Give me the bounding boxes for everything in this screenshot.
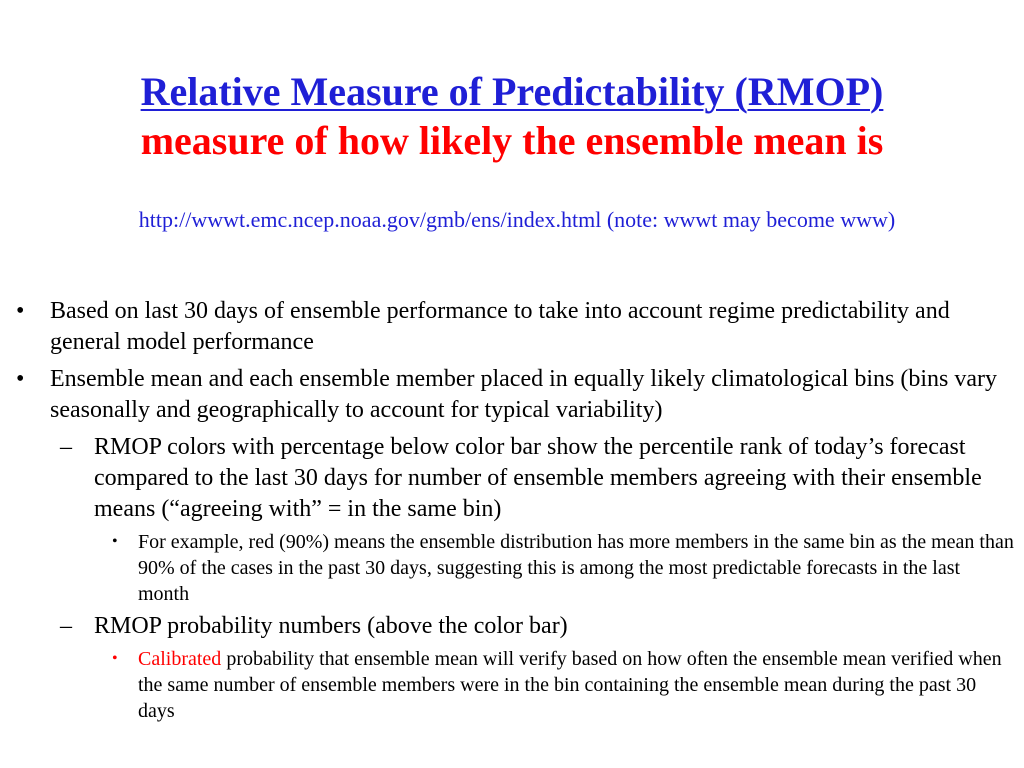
sub-bullet-text: RMOP probability numbers (above the color bar) bbox=[94, 613, 568, 639]
reference-url: http://wwwt.emc.ncep.noaa.gov/gmb/ens/index.html (note: wwwt may become www) bbox=[138, 207, 896, 232]
sub-bullet-item-1 bbox=[14, 432, 1014, 525]
calibrated-highlight: Calibrated bbox=[138, 648, 222, 670]
sub-sub-bullet-item-2 bbox=[14, 646, 1014, 724]
bullet-text: Based on last 30 days of ensemble performance to take into account regime predictability and general model performance bbox=[50, 298, 950, 355]
sub-sub-bullet-text: For example, red (90%) means the ensemble distribution has more members in the same bin as the mean than 90% of the cases in the past 30 days, suggesting this is among the most predictable forecasts in the last month bbox=[138, 531, 1014, 605]
bullet-list bbox=[14, 296, 1014, 728]
sub-sub-bullet-item-1 bbox=[14, 529, 1014, 607]
bullet-marker: • bbox=[16, 298, 25, 324]
bullet-text: Ensemble mean and each ensemble member placed in equally likely climatological bins (bins vary seasonally and geographically to account for typical variability) bbox=[50, 366, 998, 423]
bullet-marker: • bbox=[112, 650, 118, 667]
dash-marker: – bbox=[60, 613, 72, 639]
title-block bbox=[0, 68, 1024, 166]
sub-bullet-text: RMOP colors with percentage below color bar show the percentile rank of today’s forecast compared to the last 30 days for number of ensemble members agreeing with their ensemble means (“agreeing with” = in the same bin) bbox=[94, 434, 982, 522]
bullet-item-2 bbox=[14, 364, 1014, 426]
bullet-item-1 bbox=[14, 296, 1014, 358]
slide-title: Relative Measure of Predictability (RMOP) bbox=[140, 69, 884, 114]
slide-subtitle: measure of how likely the ensemble mean is bbox=[140, 118, 884, 163]
dash-marker: – bbox=[60, 434, 72, 460]
sub-sub-bullet-text: probability that ensemble mean will verify based on how often the ensemble mean verified when the same number of ensemble members were in the bin containing the ensemble mean during the past 30 days bbox=[138, 648, 1002, 722]
bullet-marker: • bbox=[16, 366, 25, 392]
bullet-marker: • bbox=[112, 533, 118, 550]
sub-bullet-item-2 bbox=[14, 611, 1014, 642]
